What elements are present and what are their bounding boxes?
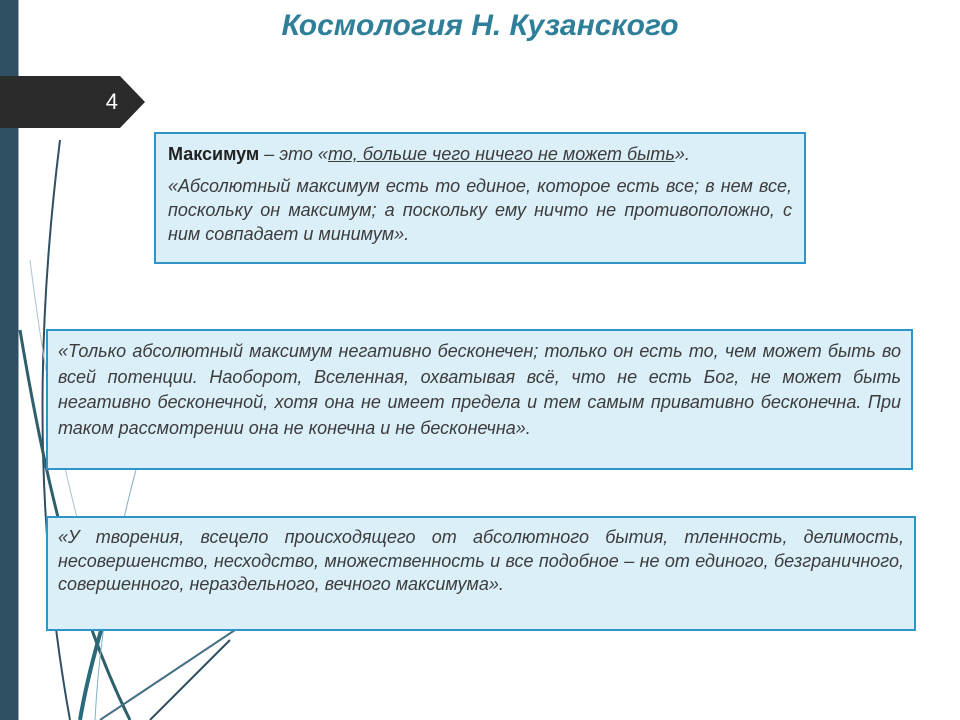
- definition-end: ».: [674, 144, 690, 164]
- definition-text: то, больше чего ничего не может быть: [327, 144, 675, 164]
- infinity-quote: «Только абсолютный максимум негативно бесконечен; только он есть то, чем может быть во всей потенции. Наоборот, Вселенная, охватывая всё, что не есть Бог, не может быть негативно бесконечной, хотя она не имеет предела и тем самым привативно бесконечна. При таком рассмотрении она не конечна и не бесконечна».: [58, 341, 901, 438]
- term-maximum: Максимум: [168, 144, 260, 164]
- definition-box: [154, 132, 806, 264]
- infinity-quote-box: [46, 329, 913, 470]
- page-number: 4: [105, 89, 118, 114]
- creation-quote-box: [46, 516, 916, 631]
- creation-quote: «У творения, всецело происходящего от абсолютного бытия, тленность, делимость, несовершенство, несходство, множественность и все подобное – не от единого, безграничного, совершенного, нераздельного, вечного максимума».: [58, 527, 904, 594]
- slide-title: Космология Н. Кузанского: [281, 9, 679, 42]
- dash-text: – это «: [259, 144, 328, 164]
- definition-line: [168, 142, 792, 166]
- page-number-tag: [0, 76, 145, 128]
- absolute-maximum-quote: «Абсолютный максимум есть то единое, которое есть все; в нем все, поскольку он максимум; а поскольку ему ничто не противоположно, с ним совпадает и минимум».: [168, 176, 792, 244]
